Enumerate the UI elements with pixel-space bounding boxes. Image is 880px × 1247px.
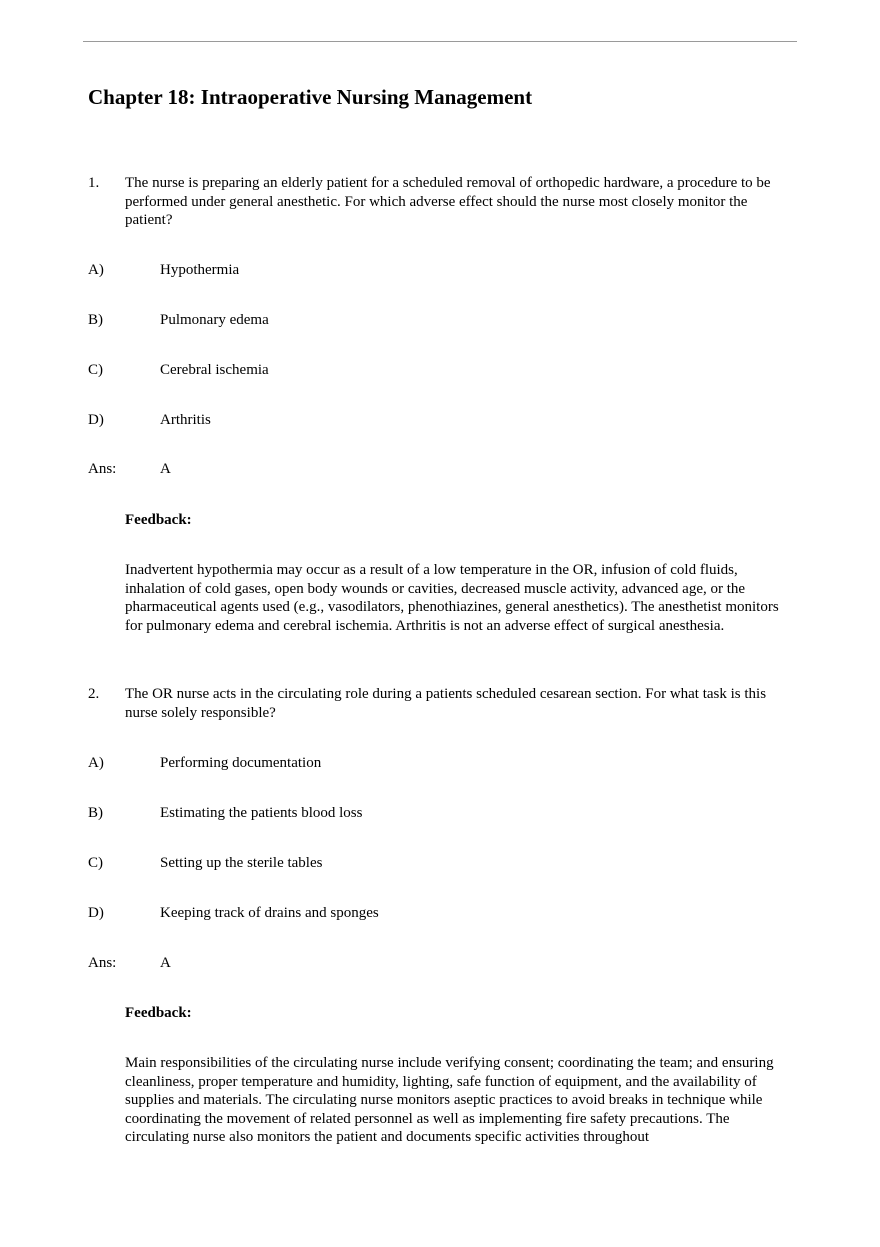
question-text: The OR nurse acts in the circulating role during a patients scheduled cesarean section. For what task is this nurse solely responsible? — [125, 686, 767, 721]
option-letter: D) — [88, 412, 104, 428]
option-text: Hypothermia — [160, 262, 240, 278]
option-text: Pulmonary edema — [160, 312, 269, 328]
option-letter: B) — [88, 805, 103, 821]
answer-value: A — [160, 955, 171, 971]
option-text: Arthritis — [160, 412, 211, 428]
option-letter: D) — [88, 905, 104, 921]
option-letter: A) — [88, 755, 104, 771]
question-number: 2. — [88, 686, 100, 702]
feedback-label: Feedback: — [125, 512, 192, 528]
option-text: Estimating the patients blood loss — [160, 805, 363, 821]
feedback-text: Inadvertent hypothermia may occur as a result of a low temperature in the OR, infusion of cold fluids, inhalation of cold gases, open body wounds or cavities, decreased muscle activity, advanced age, or the pharmaceutical agents used (e.g., vasodilators, phenothiazines, general anesthetics). The anesthetist monitors for pulmonary edema and cerebral ischemia. Arthritis is not an adverse effect of surgical anesthesia. — [125, 562, 779, 634]
option-text: Cerebral ischemia — [160, 362, 269, 378]
question-number: 1. — [88, 175, 100, 191]
answer-label: Ans: — [88, 461, 117, 477]
option-letter: C) — [88, 855, 103, 871]
option-text: Performing documentation — [160, 755, 322, 771]
option-text: Keeping track of drains and sponges — [160, 905, 379, 921]
chapter-title: Chapter 18: Intraoperative Nursing Management — [88, 85, 533, 109]
feedback-text: Main responsibilities of the circulating nurse include verifying consent; coordinating the team; and ensuring cleanliness, proper temperature and humidity, lighting, safe function of equipment, and the availability of supplies and materials. The circulating nurse monitors aseptic practices to avoid breaks in technique while coordinating the movement of related personnel as well as implementing fire safety precautions. The circulating nurse also monitors the patient and documents specific activities throughout — [125, 1055, 774, 1145]
option-text: Setting up the sterile tables — [160, 855, 323, 871]
top-divider — [83, 41, 797, 42]
question-text: The nurse is preparing an elderly patient for a scheduled removal of orthopedic hardware, a procedure to be performed under general anesthetic. For which adverse effect should the nurse most closely monitor the patient? — [125, 175, 771, 228]
answer-label: Ans: — [88, 955, 117, 971]
option-letter: A) — [88, 262, 104, 278]
feedback-label: Feedback: — [125, 1005, 192, 1021]
option-letter: B) — [88, 312, 103, 328]
answer-value: A — [160, 461, 171, 477]
option-letter: C) — [88, 362, 103, 378]
